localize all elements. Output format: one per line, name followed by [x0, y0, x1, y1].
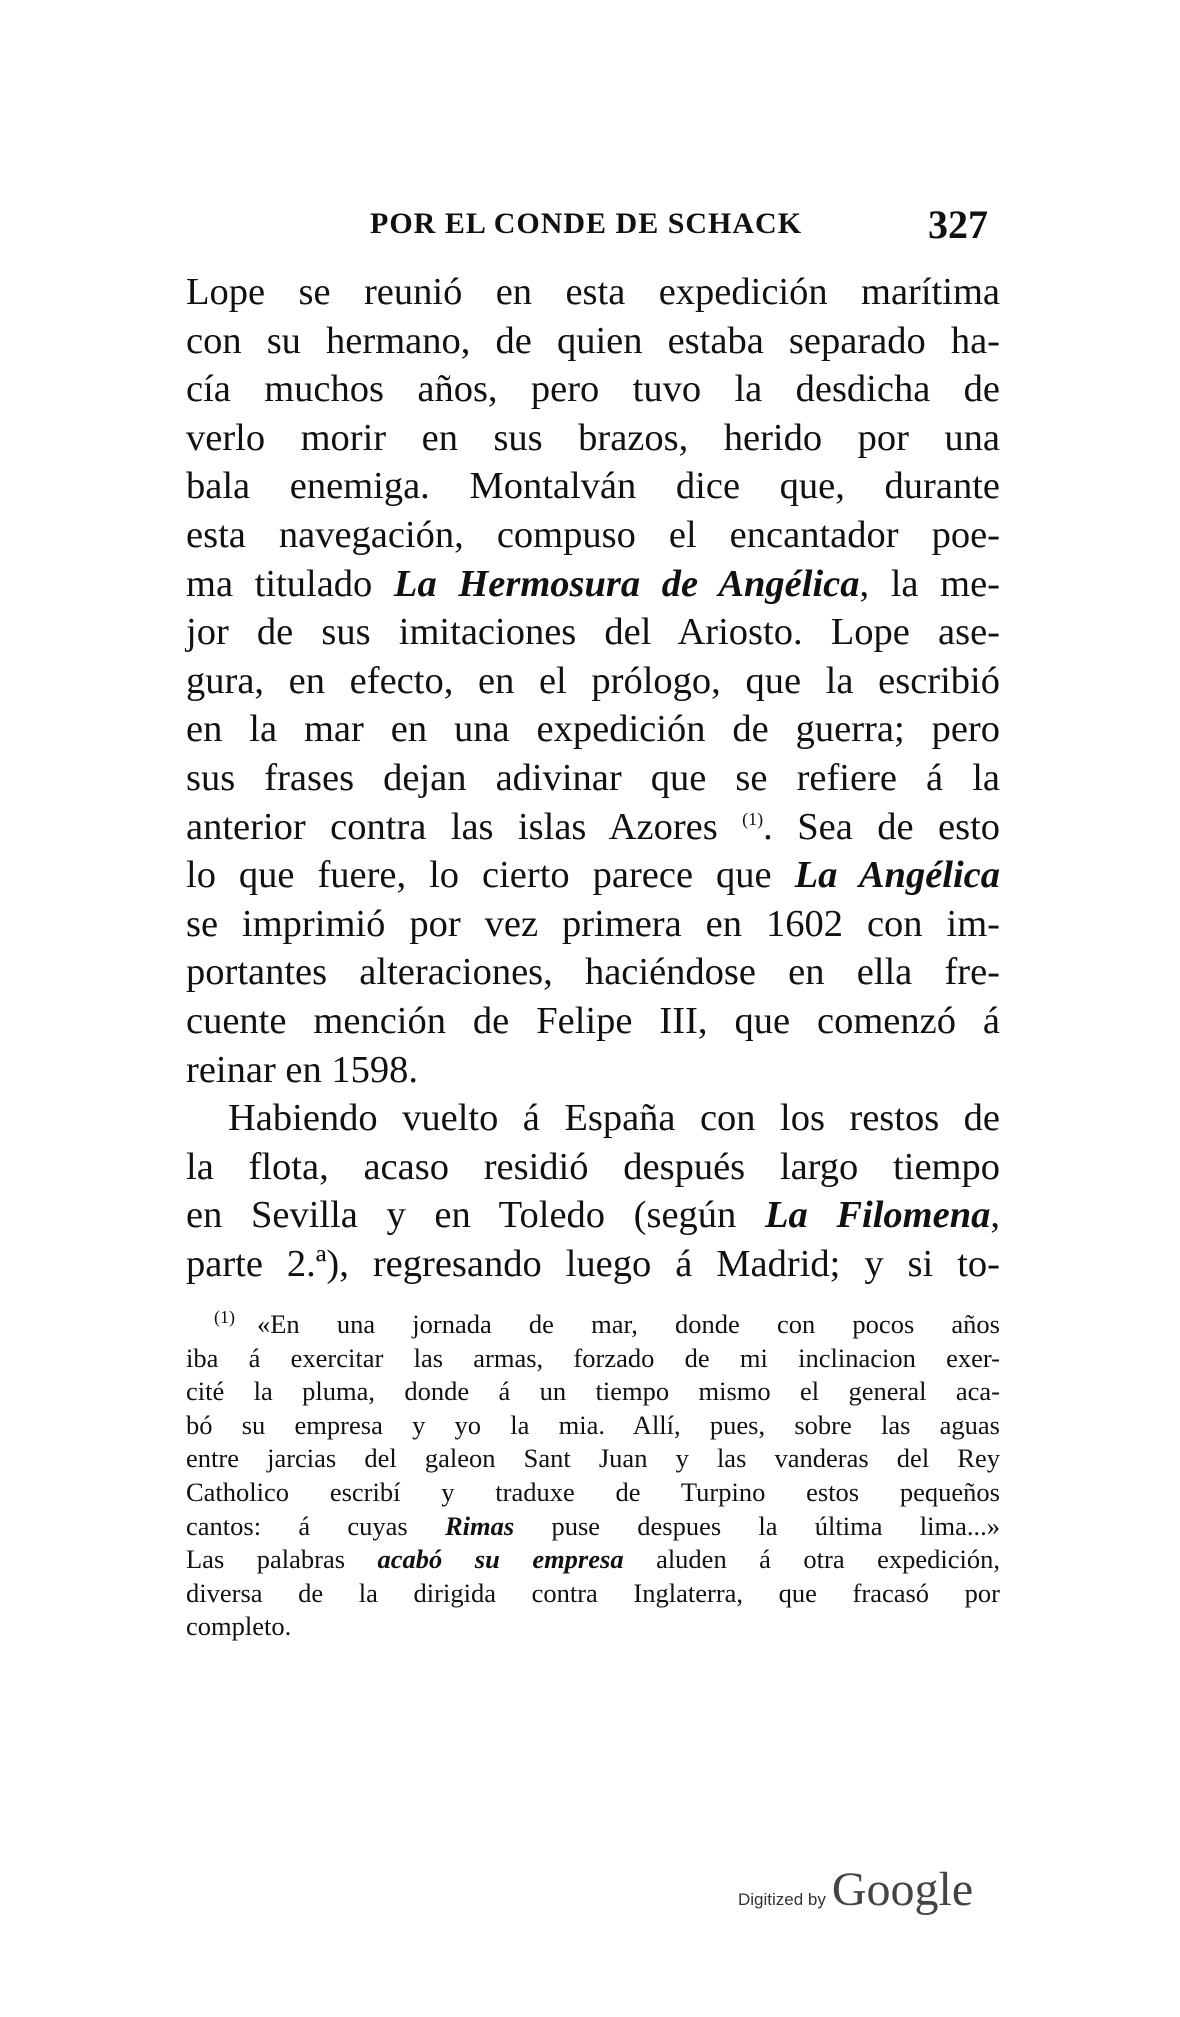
text-line: verlo morir en sus brazos, herido por una: [186, 416, 1000, 459]
text-line: en la mar en una expedición de guerra; pero: [186, 708, 1000, 751]
text-line: [186, 560, 1000, 609]
footnote-reference: (1): [742, 808, 764, 829]
text-segment: «En una jornada de mar, donde con pocos años: [257, 1309, 1000, 1339]
digitized-by-google-watermark: [738, 1862, 973, 1922]
text-line: [186, 851, 1000, 900]
italic-phrase: acabó su empresa: [377, 1544, 624, 1575]
text-segment: aluden á otra expedición,: [656, 1544, 1000, 1575]
running-title: POR EL CONDE DE SCHACK: [370, 207, 803, 240]
text-line: Habiendo vuelto á España con los restos de: [228, 1097, 1000, 1140]
text-line: bala enemiga. Montalván dice que, durante: [186, 465, 1000, 508]
text-segment: ma titulado: [186, 562, 373, 605]
footnote-line: Catholico escribí y traduxe de Turpino estos pequeños: [186, 1476, 1000, 1507]
text-segment: puse despues la última lima...»: [551, 1510, 1001, 1541]
footnote-line: [186, 1543, 1000, 1577]
text-segment: cantos: á cuyas: [186, 1510, 408, 1541]
text-line: portantes alteraciones, haciéndose en ella fre-: [186, 951, 1000, 994]
text-line: reinar en 1598.: [186, 1048, 418, 1091]
watermark-prefix: Digitized by: [738, 1890, 826, 1909]
text-segment: Las palabras: [186, 1544, 346, 1575]
running-header: [370, 202, 1010, 247]
text-line: se imprimió por vez primera en 1602 con im-: [186, 902, 1000, 945]
text-line: cía muchos años, pero tuvo la desdicha de: [186, 368, 1000, 411]
text-line: gura, en efecto, en el prólogo, que la escribió: [186, 659, 1000, 702]
footnote: [186, 1308, 1000, 1644]
text-segment: ,: [990, 1194, 1000, 1237]
footnote-line: entre jarcias del galeon Sant Juan y las vanderas del Rey: [186, 1443, 1000, 1474]
footnote-line: iba á exercitar las armas, forzado de mi inclinacion exer-: [186, 1342, 1000, 1373]
text-line: cuente mención de Felipe III, que comenzó á: [186, 999, 1000, 1042]
google-logo: Google: [831, 1863, 974, 1916]
text-line: Lope se reunió en esta expedición marítima: [186, 271, 1000, 313]
footnote-line: cité la pluma, donde á un tiempo mismo el general aca-: [186, 1376, 1000, 1407]
italic-title: La Filomena: [764, 1194, 991, 1237]
text-line: parte 2.ª), regresando luego á Madrid; y si to-: [186, 1242, 1000, 1285]
text-segment: anterior contra las islas Azores: [186, 805, 718, 848]
italic-title: La Hermosura de Angélica: [393, 562, 860, 605]
footnote-line: diversa de la dirigida contra Inglaterra, que fracasó por: [186, 1577, 1000, 1608]
text-segment: , la me-: [859, 562, 1000, 605]
text-line: sus frases dejan adivinar que se refiere á la: [186, 756, 1000, 799]
text-line: esta navegación, compuso el encantador poe-: [186, 513, 1000, 556]
text-line: la flota, acaso residió después largo tiempo: [186, 1145, 1000, 1188]
footnote-line: [186, 1308, 1000, 1342]
footnote-line: bó su empresa y yo la mia. Allí, pues, sobre las aguas: [186, 1409, 1000, 1440]
body-text: [186, 268, 1000, 1288]
italic-title: Rimas: [444, 1510, 515, 1541]
italic-title: La Angélica: [794, 854, 1001, 897]
text-line: jor de sus imitaciones del Ariosto. Lope ase-: [186, 611, 1000, 654]
footnote-line: completo.: [186, 1611, 292, 1642]
text-line: [186, 803, 1000, 852]
text-line: [186, 1191, 1000, 1240]
text-segment: . Sea de esto: [763, 805, 1001, 848]
footnote-mark: (1): [214, 1307, 235, 1328]
text-segment: en Sevilla y en Toledo (según: [186, 1194, 737, 1237]
footnote-line: [186, 1510, 1000, 1544]
text-segment: lo que fuere, lo cierto parece que: [186, 854, 772, 897]
text-line: con su hermano, de quien estaba separado ha-: [186, 319, 1000, 362]
page-number: 327: [928, 202, 988, 247]
